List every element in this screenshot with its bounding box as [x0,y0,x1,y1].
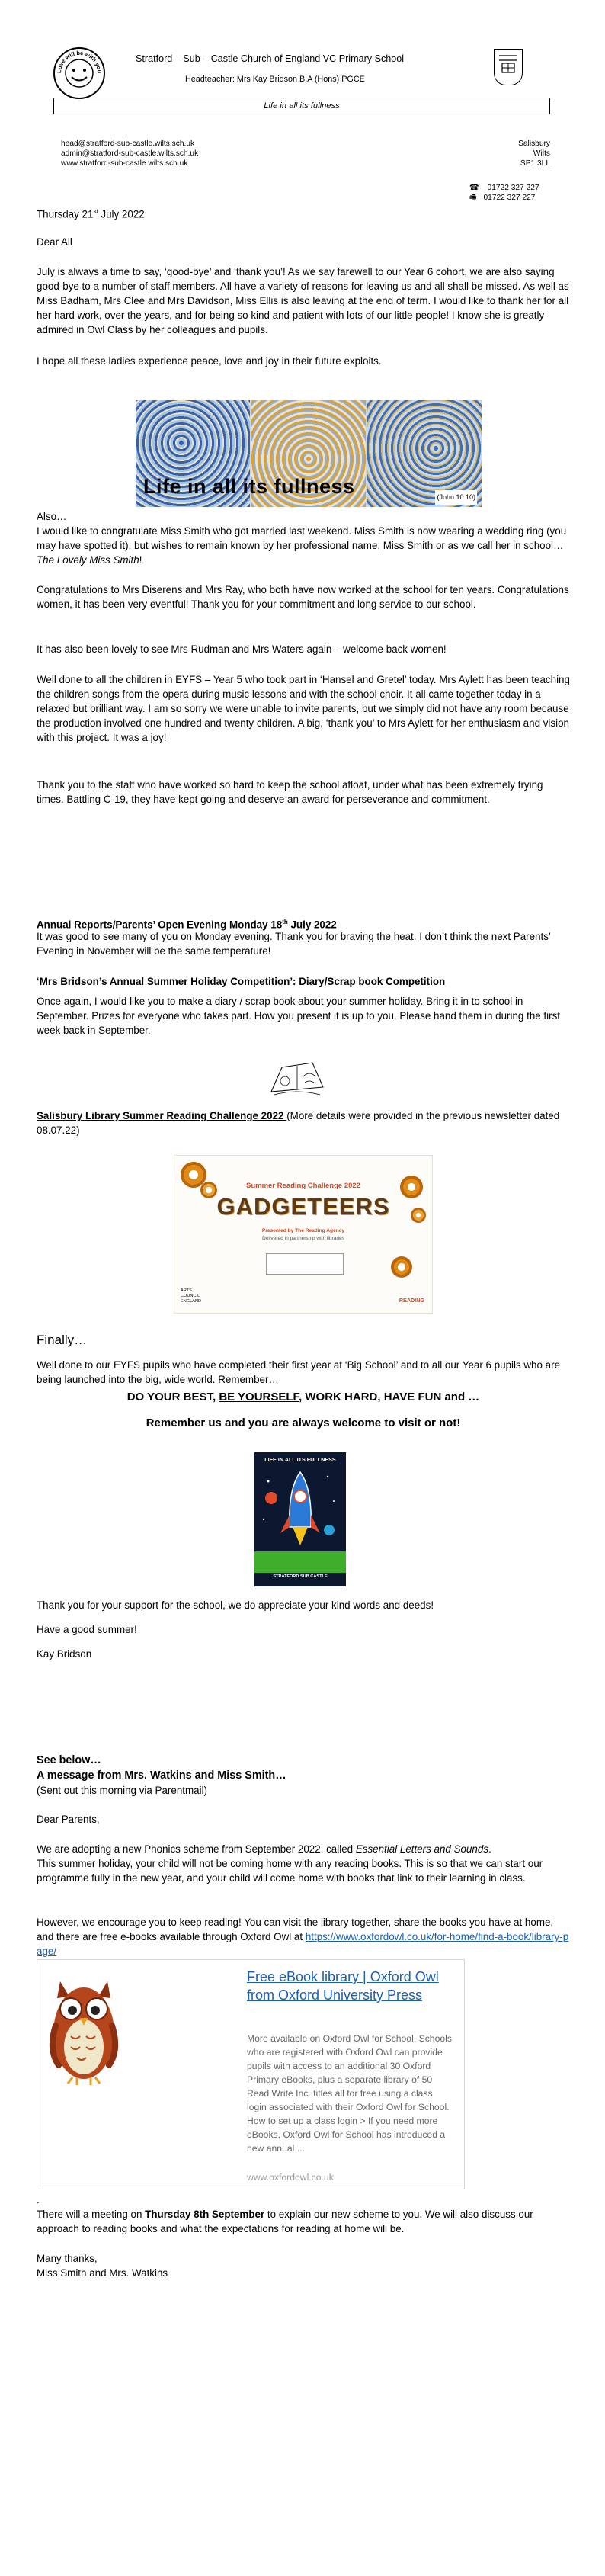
wedding-paragraph [37,524,570,567]
wedding-end: ! [139,554,142,566]
welcome-back-paragraph: It has also been lovely to see Mrs Rudman and Mrs Waters again – welcome back women! [37,643,447,655]
see-below: See below… [37,1754,101,1766]
stray-dot: . [37,2194,40,2205]
finally-label: Finally… [37,1333,88,1347]
motto-line-2: Remember us and you are always welcome to visit or not! [146,1416,461,1429]
poster-title: Summer Reading Challenge 2022 [246,1182,360,1190]
phonics-sent-note: (Sent out this morning via Parentmail) [37,1785,208,1796]
reading-challenge-poster [174,1155,433,1314]
motto-line-1-u: BE YOURSELF [219,1391,299,1403]
hope-paragraph: I hope all these ladies experience peace, love and joy in their future exploits. [37,355,382,367]
school-name: Stratford – Sub – Castle Church of England VC Primary School [136,53,405,64]
phonics-scheme-name: Essential Letters and Sounds [355,1843,489,1855]
phonics-holiday-paragraph: This summer holiday, your child will not be coming home with any reading books. This is so that we can start our programme fully in the new year, and your child will come home with books that link to their learning in class. [37,1858,543,1884]
signature-kay: Kay Bridson [37,1648,92,1660]
phonics-heading: A message from Mrs. Watkins and Miss Smith… [37,1769,286,1782]
meeting-date: Thursday 8th September [145,2209,265,2220]
fax-icon: 🖷 [469,194,477,202]
competition-paragraph: Once again, I would like you to make a diary / scrap book about your summer holiday. Bring it in to school in September. Prizes for everyone who takes part. How you present it is up to you. Please hand them in during the first week back in September. [37,996,561,1036]
signature-teachers: Miss Smith and Mrs. Watkins [37,2267,168,2279]
phonics-scheme-text: We are adopting a new Phonics scheme from September 2022, called [37,1843,356,1855]
phonics-reading-text: However, we encourage you to keep reading! You can visit the library together, share the books you have at home, and there are free e-books available through Oxford Owl at [37,1917,554,1942]
reports-heading-ordinal: th [282,919,288,925]
leavers-paragraph: Well done to our EYFS pupils who have completed their first year at ‘Big School’ and to all our Year 6 pupils who are being launched into the big, wide world. Remember… [37,1359,561,1385]
poster-logos [266,1253,344,1275]
motto-line-1 [37,1389,570,1406]
link-preview-card[interactable] [37,1959,465,2189]
address-county: Wilts [533,149,550,158]
school-logo-graphic [55,49,104,98]
phonics-scheme-end: . [488,1843,491,1855]
poster-presented: Presented by The Reading Agency [261,1228,345,1233]
mosaic-banner [136,400,482,507]
meeting-text-end: to explain our new scheme to you. We will also discuss our approach to reading books and what the expectations for reading at home will be. [37,2209,533,2234]
poster-delivered: Delivered in partnership with libraries [261,1236,345,1241]
fax-number: 01722 327 227 [483,194,536,202]
phone-line [469,183,539,193]
rocket-icon [254,1466,346,1573]
meeting-paragraph [37,2207,570,2236]
owl-icon [43,1974,124,2088]
headteacher: Headteacher: Mrs Kay Bridson B.A (Hons) PGCE [185,75,365,84]
rocket-poster-school: STRATFORD SUB CASTLE [273,1574,328,1579]
support-paragraph: Thank you for your support for the school, we do appreciate your kind words and deeds! [37,1599,434,1611]
also-label: Also… [37,511,67,522]
link-card-description: More available on Oxford Owl for School. Schools who are registered with Oxford Owl can provide pupils with access to an additional 30 Oxford Primary eBooks, plus a separate library of 50 Read Write Inc. titles all for free using a class login associated with their Oxford Owl for School. How to set up a class login > If you need more eBooks, Oxford Owl for School has introduced a new annual ... [247,2033,452,2154]
service-paragraph: Congratulations to Mrs Diserens and Mrs Ray, who both have now worked at the school for ten years. Congratulations women, it has been very eventful! Thank you for your commitment and long service to our school. [37,584,569,610]
date-day: Thursday 21 [37,208,94,220]
date-ordinal: st [93,208,98,215]
diary-sketch [267,1054,328,1098]
church-crest-icon [494,49,523,85]
mosaic-reference: (John 10:10) [435,490,477,505]
reports-paragraph: It was good to see many of you on Monday evening. Thank you for braving the heat. I don’t think the next Parents’ Evening in November will be the same temperature! [37,931,551,957]
contact-emails [61,139,198,168]
oxford-owl-link[interactable]: https://www.oxfordowl.co.uk/for-home/find-a-book/library-page/ [37,1931,569,1957]
many-thanks: Many thanks, [37,2253,98,2264]
motto-line-1-b: , WORK HARD, HAVE FUN and … [299,1391,480,1403]
motto-line-1-a: DO YOUR BEST, [126,1391,219,1403]
poster-reading-logo: READING [399,1297,424,1304]
greeting: Dear All [37,236,72,248]
school-logo [53,47,105,99]
phone-number: 01722 327 227 [487,184,539,192]
address-town: Salisbury [518,140,550,148]
link-card-title[interactable]: Free eBook library | Oxford Owl from Oxford University Press [247,1969,439,2003]
reports-heading-text: Annual Reports/Parents’ Open Evening Monday 18 [37,919,283,931]
wedding-nickname: The Lovely Miss Smith [37,554,139,566]
address [518,139,550,168]
rocket-poster [254,1452,346,1586]
library-heading-text: Salisbury Library Summer Reading Challenge 2022 [37,1110,287,1121]
head-email[interactable]: head@stratford-sub-castle.wilts.sch.uk [61,140,195,148]
link-card-domain: www.oxfordowl.co.uk [247,2172,334,2183]
farewell-paragraph: July is always a time to say, ‘good-bye’ and ‘thank you’! As we say farewell to our Year 6 cohort, we are also saying good-bye to a number of staff members. All have a variety of reasons for leaving us and all shall be missed. As well as Miss Badham, Mrs Clee and Mrs Davidson, Miss Ellis is also leaving at the end of term. I would like to thank her for all her hard work, over the years, and for being so kind and patient with lots of our little people! I know she is greatly admired in Owl Class by her colleagues and pupils. [37,266,569,335]
admin-email[interactable]: admin@stratford-sub-castle.wilts.sch.uk [61,149,199,158]
phonics-greeting: Dear Parents, [37,1814,100,1825]
opera-paragraph: Well done to all the children in EYFS – Year 5 who took part in ‘Hansel and Gretel’ today. Mrs Aylett has been teaching the children songs from the opera during music lessons and with the school choir. It all came together today in a relaxed but brilliant way. I am so sorry we were unable to invite parents, but we simply did not have any room because the production involved one hundred and twenty children. A big, ‘thank you’ to Mrs Aylett for her enthusiasm and vision with this project. It was a joy! [37,674,570,743]
library-heading [37,1108,570,1137]
meeting-text: There will a meeting on [37,2209,146,2220]
staff-thanks-paragraph: Thank you to the staff who have worked so hard to keep the school afloat, under what has been extremely trying times. Battling C-19, they have kept going and deserve an award for perseverance and commitment. [37,779,543,805]
phonics-reading-paragraph [37,1915,570,1958]
reports-heading-year: July 2022 [287,919,337,931]
address-postcode: SP1 3LL [520,159,550,168]
mosaic-caption [143,475,355,498]
phonics-scheme [37,1842,570,1856]
website[interactable]: www.stratford-sub-castle.wilts.sch.uk [61,159,188,168]
wedding-text: I would like to congratulate Miss Smith who got married last weekend. Miss Smith is now wearing a wedding ring (you may have spotted it), but wishes to remain known by her professional name, Miss Smith or as we call her in school… [37,525,567,551]
library-heading-note: (More details were provided in the previous newsletter dated 08.07.22) [37,1110,560,1136]
good-summer: Have a good summer! [37,1624,137,1635]
fax-line [469,193,535,203]
competition-heading: ‘Mrs Bridson’s Annual Summer Holiday Competition’: Diary/Scrap book Competition [37,976,446,987]
rocket-poster-title: LIFE IN ALL ITS FULLNESS [264,1456,336,1463]
date-month-year: July 2022 [98,208,145,220]
mosaic-caption-text: Life in all its fullness [143,475,355,498]
svg-text:Love will be with you: Love will be with you [55,49,104,74]
telephone-icon: ☎ [469,184,479,192]
poster-arts-logo: ARTS COUNCIL ENGLAND [181,1288,202,1304]
motto: Life in all its fullness [264,101,340,111]
motto-box [53,98,550,114]
gear-icon [391,1256,412,1278]
poster-word: GADGETEERS [216,1193,390,1220]
letter-date [37,204,570,221]
